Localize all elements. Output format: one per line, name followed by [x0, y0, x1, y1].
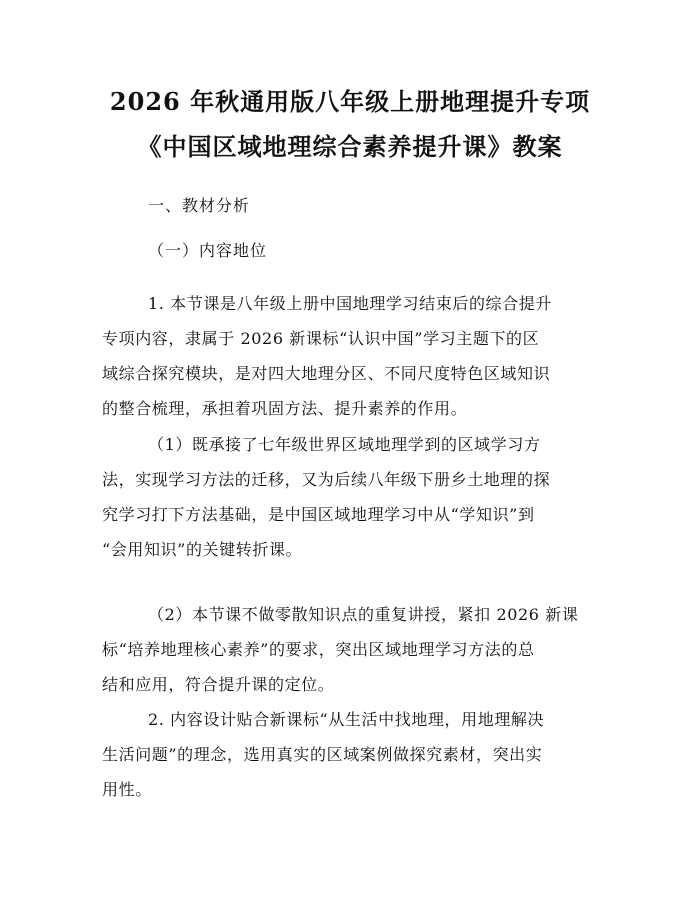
paragraph-4 [102, 702, 604, 807]
paragraph-1 [102, 286, 604, 426]
paragraph-line: （2）本节课不做零散知识点的重复讲授，紧扣 2026 新课 [148, 605, 579, 624]
paragraph-line: 域综合探究模块，是对四大地理分区、不同尺度特色区域知识 [102, 364, 551, 383]
section-heading-teaching-material-analysis: 一、教材分析 [148, 196, 251, 215]
paragraph-line: 法，实现学习方法的迁移，又为后续八年级下册乡土地理的探 [102, 470, 551, 489]
paragraph-line: 用性。 [102, 780, 152, 799]
document-title-line-2: 《中国区域地理综合素养提升课》教案 [137, 132, 563, 161]
paragraph-line: 究学习打下方法基础，是中国区域地理学习中从“学知识”到 [102, 505, 535, 524]
paragraph-line: 的整合梳理，承担着巩固方法、提升素养的作用。 [102, 399, 468, 418]
paragraph-line: 专项内容，隶属于 2026 新课标“认识中国”学习主题下的区 [102, 329, 540, 348]
paragraph-2 [102, 427, 604, 567]
paragraph-line: 2. 内容设计贴合新课标“从生活中找地理，用地理解决 [148, 710, 545, 729]
paragraph-line: “会用知识”的关键转折课。 [102, 540, 303, 559]
document-title-line-1: 2026 年秋通用版八年级上册地理提升专项 [109, 87, 591, 116]
paragraph-line: 标“培养地理核心素养”的要求，突出区域地理学习方法的总 [102, 640, 535, 659]
paragraph-3 [102, 597, 604, 702]
paragraph-line: 结和应用，符合提升课的定位。 [102, 675, 335, 694]
paragraph-line: 生活问题”的理念，选用真实的区域案例做探究素材，突出实 [102, 745, 543, 764]
paragraph-line: （1）既承接了七年级世界区域地理学到的区域学习方 [148, 435, 541, 454]
paragraph-line: 1. 本节课是八年级上册中国地理学习结束后的综合提升 [148, 294, 552, 313]
subsection-heading-content-position: （一）内容地位 [148, 241, 268, 260]
